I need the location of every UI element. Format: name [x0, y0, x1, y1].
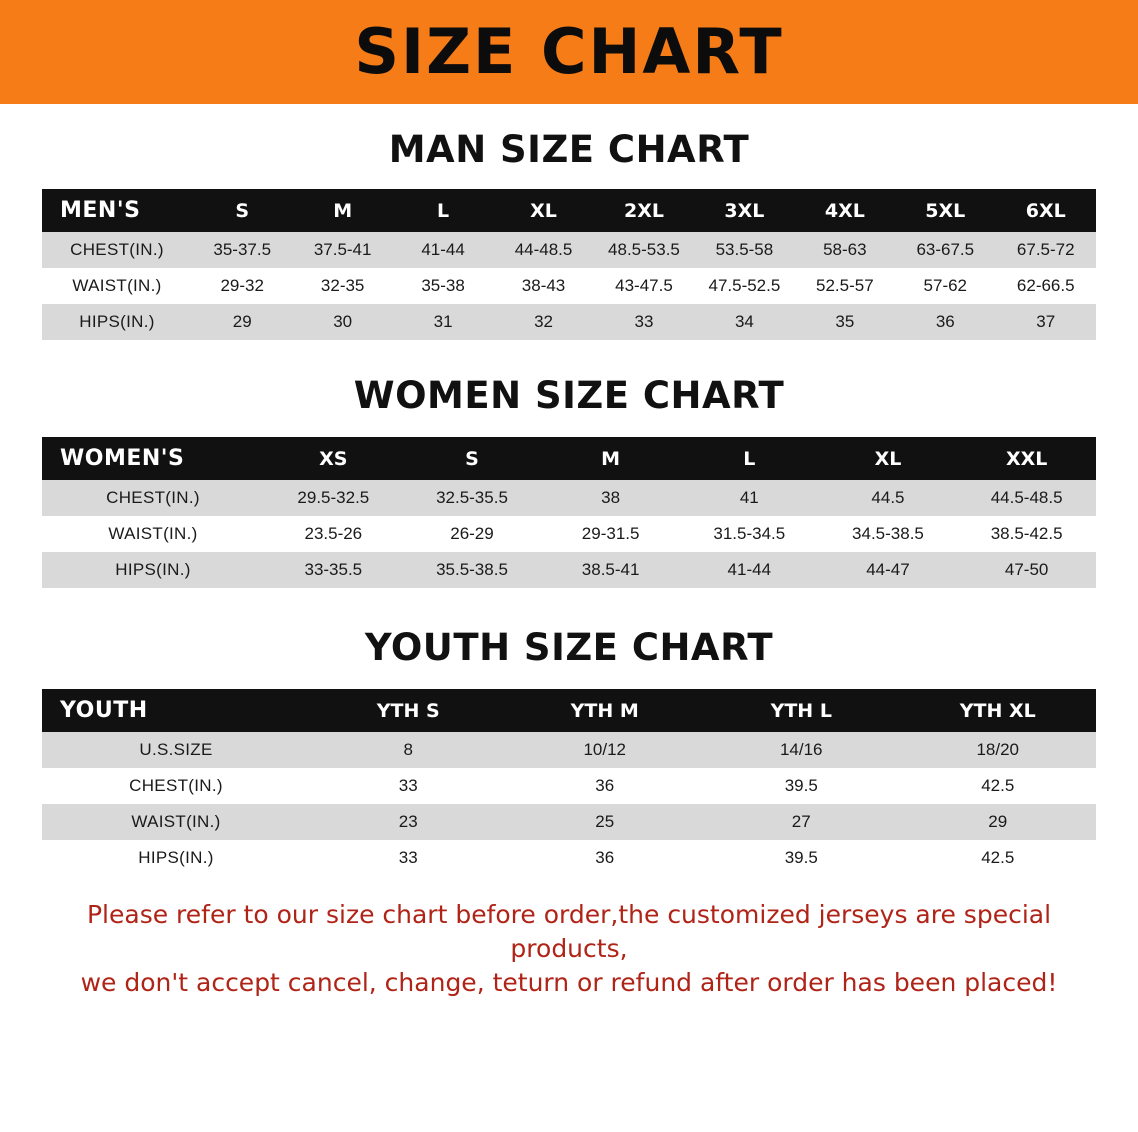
youth-header-xl: YTH XL: [900, 689, 1097, 732]
youth-chest-s: 33: [310, 768, 507, 804]
men-row-label-hips: HIPS(IN.): [42, 304, 192, 340]
men-header-3xl: 3XL: [694, 189, 794, 232]
men-hips-2xl: 33: [594, 304, 694, 340]
men-header-m: M: [292, 189, 392, 232]
women-header-label: WOMEN'S: [42, 437, 264, 480]
men-waist-2xl: 43-47.5: [594, 268, 694, 304]
man-section-heading: MAN SIZE CHART: [388, 128, 750, 171]
women-row-label-chest: CHEST(IN.): [42, 480, 264, 516]
women-hips-xxl: 47-50: [957, 552, 1096, 588]
table-row: [42, 304, 1096, 340]
policy-note-line-1: Please refer to our size chart before order,the customized jerseys are special products,: [86, 900, 1052, 963]
women-table-wrapper: [42, 437, 1096, 588]
women-chest-xxl: 44.5-48.5: [957, 480, 1096, 516]
women-chest-xs: 29.5-32.5: [264, 480, 403, 516]
table-header-row: [42, 689, 1096, 732]
table-row: [42, 768, 1096, 804]
men-hips-3xl: 34: [694, 304, 794, 340]
women-waist-xxl: 38.5-42.5: [957, 516, 1096, 552]
men-row-label-chest: CHEST(IN.): [42, 232, 192, 268]
page-banner: [0, 0, 1138, 104]
women-hips-s: 35.5-38.5: [403, 552, 542, 588]
women-header-s: S: [403, 437, 542, 480]
youth-hips-s: 33: [310, 840, 507, 876]
policy-note-line-2: we don't accept cancel, change, teturn or refund after order has been placed!: [80, 967, 1058, 997]
men-chest-2xl: 48.5-53.5: [594, 232, 694, 268]
women-header-xs: XS: [264, 437, 403, 480]
youth-row-label-ussize: U.S.SIZE: [42, 732, 310, 768]
men-row-label-waist: WAIST(IN.): [42, 268, 192, 304]
youth-waist-xl: 29: [900, 804, 1097, 840]
youth-section-heading: YOUTH SIZE CHART: [364, 626, 774, 669]
youth-table-wrapper: [42, 689, 1096, 876]
women-chest-s: 32.5-35.5: [403, 480, 542, 516]
youth-hips-l: 39.5: [703, 840, 900, 876]
youth-row-label-waist: WAIST(IN.): [42, 804, 310, 840]
youth-hips-m: 36: [507, 840, 704, 876]
policy-note: [40, 898, 1098, 999]
men-chest-6xl: 67.5-72: [996, 232, 1097, 268]
men-waist-3xl: 47.5-52.5: [694, 268, 794, 304]
men-header-l: L: [393, 189, 493, 232]
man-size-table: [42, 189, 1096, 340]
women-hips-m: 38.5-41: [541, 552, 680, 588]
youth-chest-l: 39.5: [703, 768, 900, 804]
men-chest-3xl: 53.5-58: [694, 232, 794, 268]
youth-chest-m: 36: [507, 768, 704, 804]
men-hips-4xl: 35: [795, 304, 895, 340]
women-hips-l: 41-44: [680, 552, 819, 588]
men-chest-m: 37.5-41: [292, 232, 392, 268]
women-chest-m: 38: [541, 480, 680, 516]
men-waist-4xl: 52.5-57: [795, 268, 895, 304]
man-table-wrapper: [42, 189, 1096, 340]
youth-header-s: YTH S: [310, 689, 507, 732]
table-row: [42, 732, 1096, 768]
men-chest-5xl: 63-67.5: [895, 232, 995, 268]
men-header-6xl: 6XL: [996, 189, 1097, 232]
men-hips-l: 31: [393, 304, 493, 340]
table-row: [42, 232, 1096, 268]
women-row-label-waist: WAIST(IN.): [42, 516, 264, 552]
women-hips-xs: 33-35.5: [264, 552, 403, 588]
women-hips-xl: 44-47: [819, 552, 958, 588]
women-waist-xs: 23.5-26: [264, 516, 403, 552]
men-waist-s: 29-32: [192, 268, 292, 304]
youth-ussize-s: 8: [310, 732, 507, 768]
women-header-m: M: [541, 437, 680, 480]
men-waist-m: 32-35: [292, 268, 392, 304]
youth-waist-l: 27: [703, 804, 900, 840]
table-row: [42, 516, 1096, 552]
table-header-row: [42, 189, 1096, 232]
youth-row-label-chest: CHEST(IN.): [42, 768, 310, 804]
women-header-xl: XL: [819, 437, 958, 480]
women-size-table: [42, 437, 1096, 588]
men-hips-5xl: 36: [895, 304, 995, 340]
men-hips-xl: 32: [493, 304, 593, 340]
men-waist-xl: 38-43: [493, 268, 593, 304]
youth-waist-s: 23: [310, 804, 507, 840]
men-header-4xl: 4XL: [795, 189, 895, 232]
women-header-xxl: XXL: [957, 437, 1096, 480]
men-hips-s: 29: [192, 304, 292, 340]
women-waist-m: 29-31.5: [541, 516, 680, 552]
men-chest-s: 35-37.5: [192, 232, 292, 268]
men-chest-4xl: 58-63: [795, 232, 895, 268]
table-row: [42, 552, 1096, 588]
women-section-heading: WOMEN SIZE CHART: [353, 374, 785, 417]
men-header-2xl: 2XL: [594, 189, 694, 232]
youth-ussize-xl: 18/20: [900, 732, 1097, 768]
youth-size-table: [42, 689, 1096, 876]
youth-hips-xl: 42.5: [900, 840, 1097, 876]
men-waist-l: 35-38: [393, 268, 493, 304]
men-waist-5xl: 57-62: [895, 268, 995, 304]
men-header-s: S: [192, 189, 292, 232]
youth-header-label: YOUTH: [42, 689, 310, 732]
women-chest-l: 41: [680, 480, 819, 516]
women-waist-xl: 34.5-38.5: [819, 516, 958, 552]
page-title: SIZE CHART: [354, 15, 784, 88]
women-chest-xl: 44.5: [819, 480, 958, 516]
table-row: [42, 804, 1096, 840]
youth-chest-xl: 42.5: [900, 768, 1097, 804]
youth-header-l: YTH L: [703, 689, 900, 732]
men-hips-m: 30: [292, 304, 392, 340]
table-header-row: [42, 437, 1096, 480]
men-chest-xl: 44-48.5: [493, 232, 593, 268]
men-header-5xl: 5XL: [895, 189, 995, 232]
men-chest-l: 41-44: [393, 232, 493, 268]
women-row-label-hips: HIPS(IN.): [42, 552, 264, 588]
youth-ussize-m: 10/12: [507, 732, 704, 768]
men-header-label: MEN'S: [42, 189, 192, 232]
youth-header-m: YTH M: [507, 689, 704, 732]
men-waist-6xl: 62-66.5: [996, 268, 1097, 304]
youth-waist-m: 25: [507, 804, 704, 840]
youth-ussize-l: 14/16: [703, 732, 900, 768]
men-hips-6xl: 37: [996, 304, 1097, 340]
table-row: [42, 840, 1096, 876]
table-row: [42, 268, 1096, 304]
table-row: [42, 480, 1096, 516]
youth-row-label-hips: HIPS(IN.): [42, 840, 310, 876]
men-header-xl: XL: [493, 189, 593, 232]
women-waist-l: 31.5-34.5: [680, 516, 819, 552]
women-waist-s: 26-29: [403, 516, 542, 552]
women-header-l: L: [680, 437, 819, 480]
